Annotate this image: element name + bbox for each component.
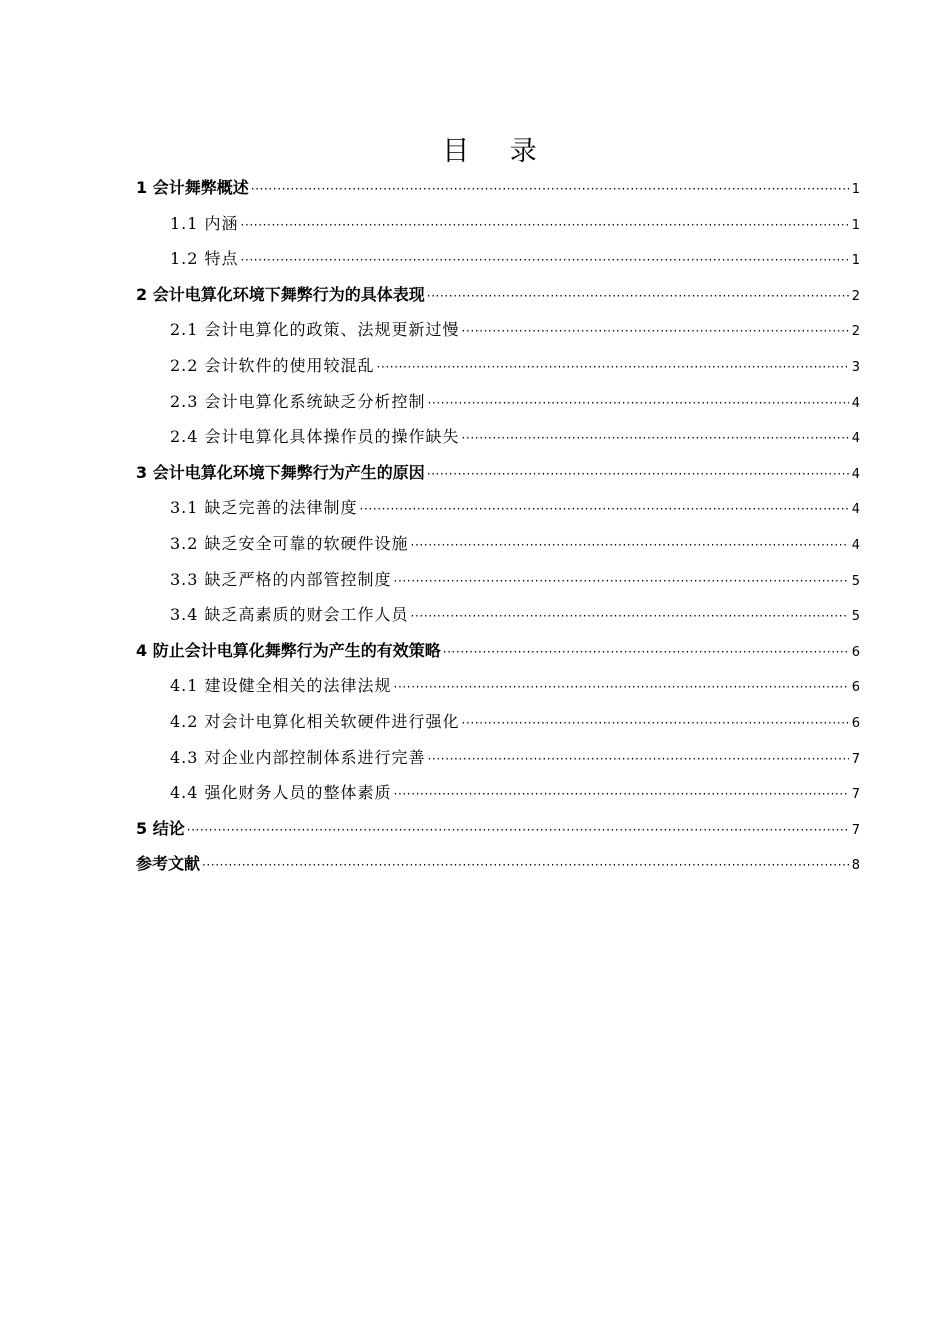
toc-section-entry[interactable] [136, 206, 860, 242]
toc-dot-leader [251, 172, 849, 208]
toc-page-number: 7 [851, 822, 860, 838]
toc-chapter-entry[interactable] [136, 277, 860, 313]
toc-dot-leader [241, 243, 849, 279]
toc-entry-label: 1 会计舞弊概述 [136, 178, 249, 197]
toc-dot-leader [394, 777, 849, 813]
toc-title: 目 录 [442, 136, 553, 167]
toc-dot-leader [377, 350, 849, 386]
toc-entry-label: 4 防止会计电算化舞弊行为产生的有效策略 [136, 640, 441, 660]
toc-entry-label: 3.3 缺乏严格的内部管控制度 [170, 569, 392, 589]
toc-section-entry[interactable] [136, 740, 860, 776]
toc-dot-leader [428, 742, 849, 778]
toc-page-number: 4 [851, 502, 860, 518]
toc-dot-leader [394, 670, 849, 706]
toc-dot-leader [187, 813, 849, 849]
toc-dot-leader [411, 599, 849, 635]
toc-entry-label: 4.3 对企业内部控制体系进行完善 [170, 747, 426, 767]
toc-entry-label: 3.1 缺乏完善的法律制度 [170, 498, 358, 518]
toc-section-entry[interactable] [136, 562, 860, 598]
toc-chapter-entry[interactable] [136, 633, 860, 669]
toc-entry-label: 2.1 会计电算化的政策、法规更新过慢 [170, 320, 460, 340]
toc-entry-label: 3.4 缺乏高素质的财会工作人员 [170, 605, 409, 625]
toc-page-number: 7 [851, 787, 860, 803]
toc-section-entry[interactable] [136, 490, 860, 526]
toc-section-entry[interactable] [136, 312, 860, 348]
toc-entry-label: 3 会计电算化环境下舞弊行为产生的原因 [136, 462, 425, 482]
toc-page-number: 1 [851, 217, 860, 233]
toc-entry-label: 2 会计电算化环境下舞弊行为的具体表现 [136, 284, 425, 304]
toc-entry-label: 参考文献 [136, 854, 201, 874]
toc-section-entry[interactable] [136, 526, 860, 562]
toc-section-entry[interactable] [136, 668, 860, 704]
toc-entry-label: 2.4 会计电算化具体操作员的操作缺失 [170, 427, 460, 447]
toc-entry-label: 1.1 内涵 [170, 213, 239, 233]
toc-dot-leader [443, 635, 849, 671]
toc-dot-leader [427, 457, 849, 493]
toc-entry-label: 2.3 会计电算化系统缺乏分析控制 [170, 391, 426, 411]
toc-page-number: 6 [851, 644, 860, 660]
toc-section-entry[interactable] [136, 597, 860, 633]
toc-page-number: 4 [851, 466, 860, 482]
toc-page-number: 1 [851, 182, 860, 197]
toc-section-entry[interactable] [136, 775, 860, 811]
toc-dot-leader [360, 492, 849, 528]
toc-chapter-entry[interactable] [136, 846, 860, 882]
toc-page-number: 5 [851, 609, 860, 625]
toc-dot-leader [202, 848, 849, 884]
toc-page-number: 3 [851, 359, 860, 375]
toc-entry-label: 2.2 会计软件的使用较混乱 [170, 355, 375, 375]
toc-section-entry[interactable] [136, 348, 860, 384]
toc-entry-label: 5 结论 [136, 818, 185, 838]
toc-dot-leader [428, 386, 849, 422]
toc-page-number: 4 [851, 431, 860, 447]
toc-dot-leader [462, 314, 849, 350]
toc-page-number: 4 [851, 537, 860, 553]
toc-section-entry[interactable] [136, 704, 860, 740]
toc-page-number: 6 [851, 680, 860, 696]
toc-entry-label: 4.2 对会计电算化相关软硬件进行强化 [170, 711, 460, 731]
toc-dot-leader [241, 208, 849, 244]
table-of-contents [136, 170, 860, 882]
toc-entry-label: 1.2 特点 [170, 249, 239, 269]
toc-dot-leader [462, 706, 849, 742]
toc-dot-leader [427, 279, 849, 315]
toc-page-number: 7 [851, 751, 860, 767]
toc-entry-label: 4.4 强化财务人员的整体素质 [170, 783, 392, 803]
toc-page-number: 8 [851, 858, 860, 874]
toc-chapter-entry[interactable] [136, 170, 860, 206]
toc-section-entry[interactable] [136, 419, 860, 455]
toc-entry-label: 4.1 建设健全相关的法律法规 [170, 676, 392, 696]
toc-chapter-entry[interactable] [136, 811, 860, 847]
toc-chapter-entry[interactable] [136, 455, 860, 491]
toc-dot-leader [411, 528, 849, 564]
toc-section-entry[interactable] [136, 384, 860, 420]
toc-entry-label: 3.2 缺乏安全可靠的软硬件设施 [170, 533, 409, 553]
toc-page-number: 6 [851, 715, 860, 731]
toc-section-entry[interactable] [136, 241, 860, 277]
toc-page-number: 1 [851, 253, 860, 269]
toc-page-number: 4 [851, 395, 860, 411]
toc-dot-leader [394, 564, 849, 600]
toc-page-number: 2 [851, 324, 860, 340]
toc-dot-leader [462, 421, 849, 457]
toc-page-number: 5 [851, 573, 860, 589]
toc-page-number: 2 [851, 288, 860, 304]
